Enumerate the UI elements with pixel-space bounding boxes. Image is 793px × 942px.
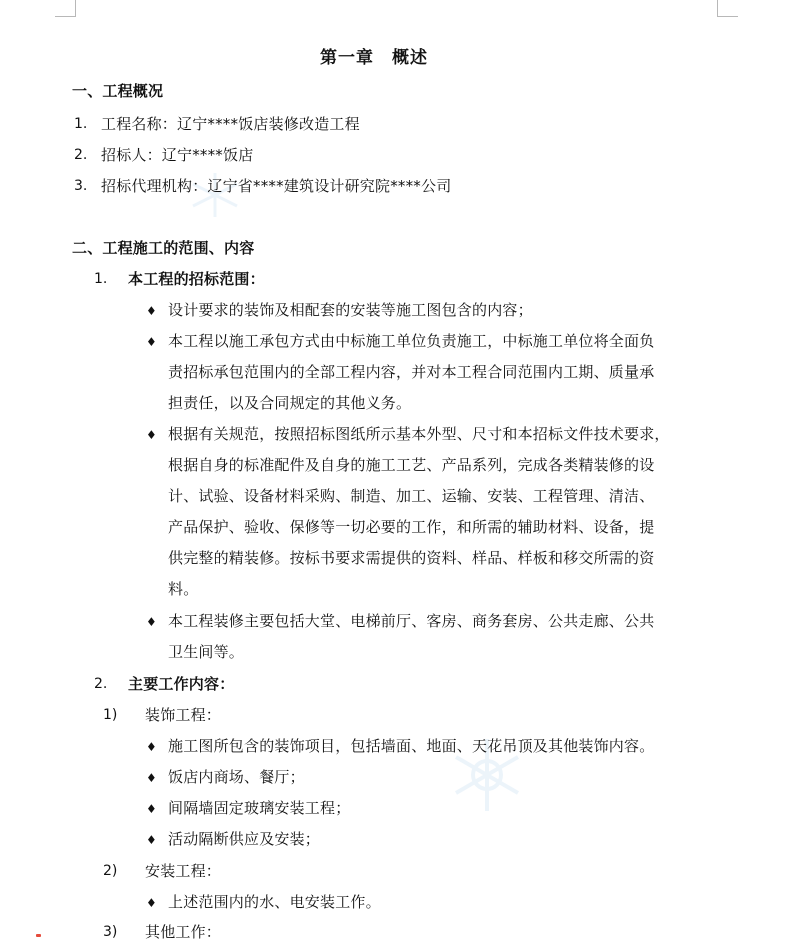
list-item: 上述范围内的水、电安装工作。 (168, 893, 381, 911)
diamond-bullet-icon: ♦ (146, 615, 157, 629)
paragraph-line: 担责任，以及合同规定的其他义务。 (168, 394, 412, 412)
group-label: 装饰工程： (145, 706, 222, 724)
list-item: 活动隔断供应及安装； (168, 830, 321, 848)
diamond-bullet-icon: ♦ (146, 428, 157, 442)
section-heading: 一、工程概况 (72, 82, 164, 100)
page-title: 第一章 概述 (320, 48, 428, 68)
paragraph-line: 责招标承包范围内的全部工程内容，并对本工程合同范围内工期、质量承 (168, 363, 655, 381)
list-number: 3. (74, 178, 88, 194)
list-item: 工程名称：辽宁****饭店装修改造工程 (101, 115, 360, 133)
group-number: 3) (103, 924, 118, 940)
subsection-heading: 主要工作内容： (128, 675, 235, 693)
list-number: 1. (94, 271, 108, 287)
paragraph-line: 料。 (168, 580, 199, 598)
list-number: 2. (74, 147, 88, 163)
group-label: 安装工程： (145, 862, 222, 880)
crop-mark-top-right (717, 0, 738, 17)
paragraph-line: 卫生间等。 (168, 643, 245, 661)
diamond-bullet-icon: ♦ (146, 771, 157, 785)
paragraph-line: 根据自身的标准配件及自身的施工工艺、产品系列，完成各类精装修的设 (168, 456, 655, 474)
paragraph-line: 本工程装修主要包括大堂、电梯前厅、客房、商务套房、公共走廊、公共 (168, 612, 655, 630)
subsection-heading: 本工程的招标范围： (128, 270, 265, 288)
paragraph-line: 本工程以施工承包方式由中标施工单位负责施工，中标施工单位将全面负 (168, 332, 655, 350)
section-heading: 二、工程施工的范围、内容 (72, 239, 255, 257)
paragraph-line: 根据有关规范，按照招标图纸所示基本外型、尺寸和本招标文件技术要求， (168, 425, 670, 443)
paragraph-line: 计、试验、设备材料采购、制造、加工、运输、安装、工程管理、清洁、 (168, 487, 655, 505)
list-item: 饭店内商场、餐厅； (168, 768, 305, 786)
paragraph-line: 供完整的精装修。按标书要求需提供的资料、样品、样板和移交所需的资 (168, 549, 655, 567)
diamond-bullet-icon: ♦ (146, 833, 157, 847)
diamond-bullet-icon: ♦ (146, 304, 157, 318)
diamond-bullet-icon: ♦ (146, 896, 157, 910)
edit-marker (36, 934, 41, 937)
paragraph-line: 设计要求的装饰及相配套的安装等施工图包含的内容； (168, 301, 533, 319)
list-number: 1. (74, 116, 88, 132)
list-item: 招标人：辽宁****饭店 (101, 146, 254, 164)
crop-mark-top-left (55, 0, 76, 17)
group-number: 2) (103, 863, 118, 879)
list-item: 招标代理机构：辽宁省****建筑设计研究院****公司 (101, 177, 452, 195)
diamond-bullet-icon: ♦ (146, 740, 157, 754)
diamond-bullet-icon: ♦ (146, 802, 157, 816)
list-number: 2. (94, 676, 108, 692)
group-number: 1) (103, 707, 118, 723)
list-item: 间隔墙固定玻璃安装工程； (168, 799, 351, 817)
group-label: 其他工作： (145, 923, 222, 941)
diamond-bullet-icon: ♦ (146, 335, 157, 349)
list-item: 施工图所包含的装饰项目，包括墙面、地面、天花吊顶及其他装饰内容。 (168, 737, 655, 755)
paragraph-line: 产品保护、验收、保修等一切必要的工作，和所需的辅助材料、设备，提 (168, 518, 655, 536)
